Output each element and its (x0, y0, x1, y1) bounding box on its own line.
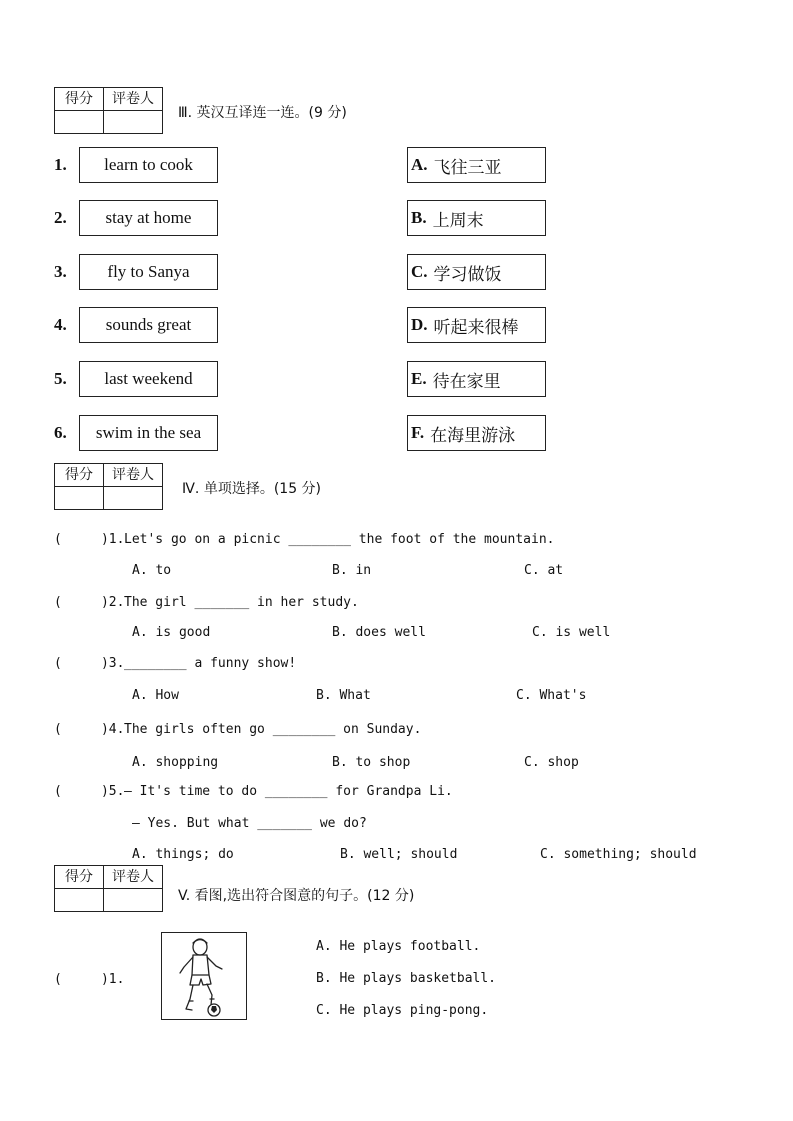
chinese-phrase-box[interactable] (407, 307, 546, 343)
section5-title: V. 看图,选出符合图意的句子。(12 分) (178, 888, 415, 904)
option-a: A. to (132, 563, 172, 578)
option-c: C. He plays ping-pong. (316, 1003, 489, 1018)
score-box-section5 (54, 865, 163, 912)
chinese-phrase: 待在家里 (432, 371, 501, 392)
english-phrase: fly to Sanya (107, 262, 190, 281)
option-letter: C. (411, 262, 428, 281)
option-letter: A. (411, 155, 428, 174)
english-phrase: stay at home (105, 208, 192, 227)
option-letter: D. (411, 315, 428, 334)
boy-kicking-ball-icon (162, 933, 245, 1018)
chinese-phrase: 听起来很棒 (433, 317, 519, 338)
question-stem: The girl _______ in her study. (124, 595, 359, 610)
option-b: B. What (316, 688, 371, 703)
match-number: 3. (54, 262, 67, 281)
score-cell[interactable] (55, 111, 104, 134)
score-label: 得分 (55, 866, 104, 889)
score-box-section4 (54, 463, 163, 510)
option-c: C. shop (524, 755, 579, 770)
english-phrase-box[interactable] (79, 307, 218, 343)
option-c: C. something; should (540, 847, 697, 862)
option-c: C. What's (516, 688, 587, 703)
english-phrase: learn to cook (104, 155, 193, 174)
chinese-phrase: 飞往三亚 (433, 157, 502, 178)
answer-paren-q2[interactable]: ( )2. (54, 595, 125, 610)
english-phrase-box[interactable] (79, 415, 218, 451)
section4-title: Ⅳ. 单项选择。(15 分) (182, 481, 322, 497)
option-c: C. is well (532, 625, 611, 640)
chinese-phrase: 上周末 (432, 210, 484, 231)
score-cell[interactable] (55, 889, 104, 912)
question-stem: — It's time to do ________ for Grandpa Li. (124, 784, 453, 799)
chinese-phrase-box[interactable] (407, 254, 546, 290)
match-number: 4. (54, 315, 67, 334)
option-letter: F. (411, 423, 425, 442)
match-number: 2. (54, 208, 67, 227)
option-c: C. at (524, 563, 564, 578)
grader-label: 评卷人 (104, 866, 163, 889)
question-stem: ________ a funny show! (124, 656, 297, 671)
option-a: A. is good (132, 625, 211, 640)
option-letter: B. (411, 208, 427, 227)
match-number: 1. (54, 155, 67, 174)
match-number: 5. (54, 369, 67, 388)
grader-label: 评卷人 (104, 88, 163, 111)
option-letter: E. (411, 369, 427, 388)
match-number: 6. (54, 423, 67, 442)
section3-title: Ⅲ. 英汉互译连一连。(9 分) (178, 105, 347, 121)
grader-cell[interactable] (104, 889, 163, 912)
chinese-phrase-box[interactable] (407, 147, 546, 183)
option-b: B. well; should (340, 847, 458, 862)
grader-cell[interactable] (104, 111, 163, 134)
score-box-section3 (54, 87, 163, 134)
football-player-picture (161, 932, 247, 1020)
answer-paren-q1[interactable]: ( )1. (54, 532, 125, 547)
answer-paren-q5[interactable]: ( )5. (54, 784, 125, 799)
chinese-phrase: 在海里游泳 (430, 425, 516, 446)
option-a: A. How (132, 688, 179, 703)
score-cell[interactable] (55, 487, 104, 510)
grader-label: 评卷人 (104, 464, 163, 487)
chinese-phrase: 学习做饭 (433, 264, 502, 285)
question-stem: The girls often go ________ on Sunday. (124, 722, 422, 737)
answer-paren-q3[interactable]: ( )3. (54, 656, 125, 671)
chinese-phrase-box[interactable] (407, 415, 546, 451)
chinese-phrase-box[interactable] (407, 200, 546, 236)
english-phrase-box[interactable] (79, 200, 218, 236)
english-phrase-box[interactable] (79, 147, 218, 183)
option-a: A. things; do (132, 847, 234, 862)
option-b: B. He plays basketball. (316, 971, 497, 986)
english-phrase-box[interactable] (79, 254, 218, 290)
question-stem-line2: — Yes. But what _______ we do? (132, 816, 367, 831)
answer-paren-q4[interactable]: ( )4. (54, 722, 125, 737)
english-phrase: last weekend (104, 369, 193, 388)
english-phrase: swim in the sea (95, 423, 202, 442)
option-a: A. He plays football. (316, 939, 481, 954)
score-label: 得分 (55, 464, 104, 487)
option-b: B. in (332, 563, 372, 578)
option-b: B. does well (332, 625, 426, 640)
english-phrase-box[interactable] (79, 361, 218, 397)
option-a: A. shopping (132, 755, 219, 770)
question-stem: Let's go on a picnic ________ the foot of the mountain. (124, 532, 555, 547)
option-b: B. to shop (332, 755, 411, 770)
score-label: 得分 (55, 88, 104, 111)
chinese-phrase-box[interactable] (407, 361, 546, 397)
answer-paren-q1[interactable]: ( )1. (54, 972, 125, 987)
grader-cell[interactable] (104, 487, 163, 510)
english-phrase: sounds great (105, 315, 192, 334)
